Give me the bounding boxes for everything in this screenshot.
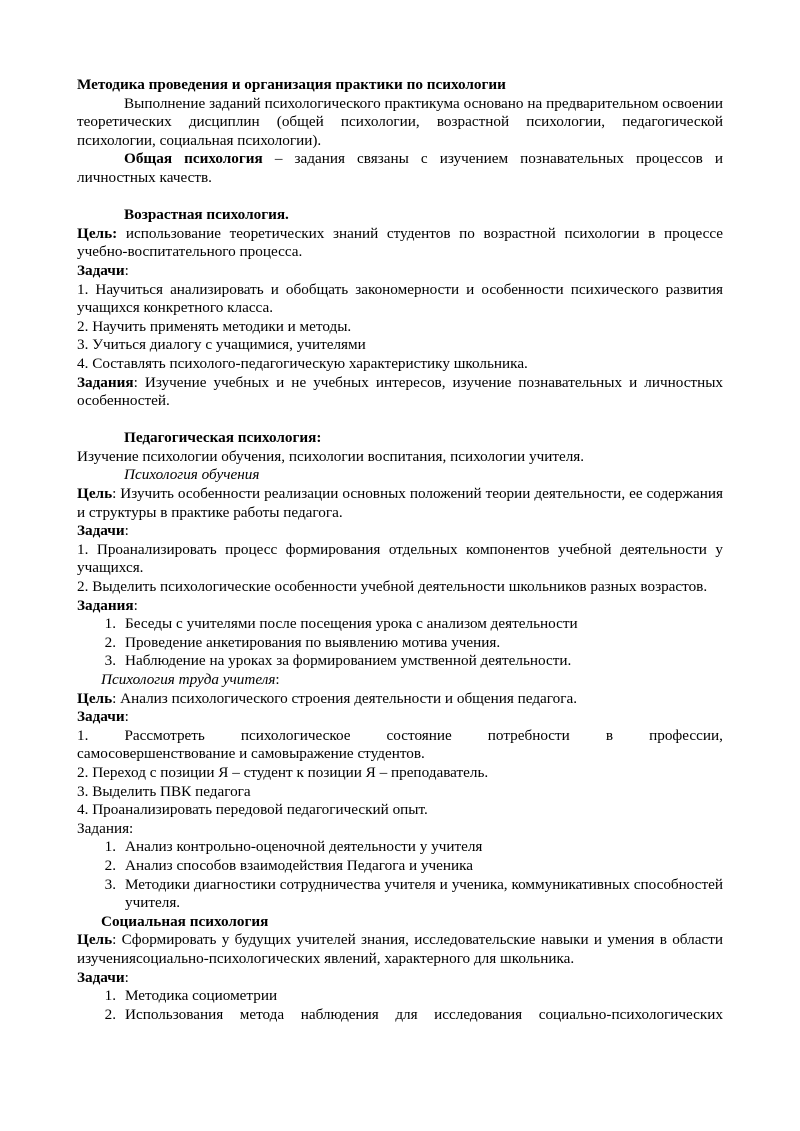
- goal-text: : Анализ психологического строения деятельности и общения педагога.: [112, 689, 577, 707]
- pedagogical-intro: Изучение психологии обучения, психологии воспитания, психологии учителя.: [77, 447, 585, 465]
- age-task: 2. Научить применять методики и методы.: [77, 317, 352, 335]
- list-item: 3. Методики диагностики сотрудничества учителя и ученика, коммуникативных способностей учителя.: [104, 875, 723, 912]
- list-item: 2. Проведение анкетирования по выявлению мотива учения.: [104, 633, 501, 651]
- goal-label: Цель: [77, 485, 113, 503]
- social-psychology-heading: Социальная психология: [101, 912, 269, 930]
- labor-task-1: 1. Рассмотреть психологическое состояние потребности в профессии,: [77, 726, 723, 744]
- goal-label: Цель:: [77, 224, 118, 242]
- list-item: 3. Наблюдение на уроках за формированием умственной деятельности.: [104, 652, 572, 670]
- age-task: 1. Научиться анализировать и обобщать закономерности и особенности психического развития учащихся конкретного класса.: [77, 280, 723, 317]
- learning-goal: [77, 485, 723, 522]
- labor-task: 2. Переход с позиции Я – студент к позиции Я – преподаватель.: [77, 763, 489, 781]
- age-task: 4. Составлять психолого-педагогическую характеристику школьника.: [77, 354, 528, 372]
- goal-label: Цель: [77, 689, 113, 707]
- labor-assignments-label: Задания:: [77, 819, 134, 837]
- learning-assignments-label: Задания:: [77, 596, 138, 614]
- list-item: 1. Беседы с учителями после посещения урока с анализом деятельности: [104, 615, 578, 633]
- list-item: 2. Анализ способов взаимодействия Педагога и ученика: [104, 856, 474, 874]
- document-title: Методика проведения и организация практики по психологии: [77, 76, 506, 93]
- labor-task: 3. Выделить ПВК педагога: [77, 782, 251, 800]
- assignments-label: Задания: [77, 373, 134, 391]
- labor-task-1-cont: самосовершенствование и самовыражение студентов.: [77, 745, 425, 763]
- assignments-text: : Изучение учебных и не учебных интересов, изучение познавательных и личностных особенностей.: [77, 373, 723, 410]
- general-psychology-heading: Общая психология: [124, 150, 263, 168]
- labor-psychology-subheading: Психология труда учителя:: [101, 671, 280, 688]
- list-item: 1. Методика социометрии: [104, 987, 278, 1005]
- social-goal: [77, 931, 723, 968]
- goal-text: : Изучить особенности реализации основных положений теории деятельности, ее содержания и структуры в практике работы педагога.: [77, 485, 723, 521]
- age-tasks-label: Задачи:: [77, 261, 129, 279]
- learning-tasks-label: Задачи:: [77, 522, 129, 540]
- pedagogical-psychology-heading: Педагогическая психология:: [124, 429, 322, 447]
- goal-text: : Сформировать у будущих учителей знания, исследовательские навыки и умения в области изучениясоциально-психологических явлений, характерного для школьника.: [77, 931, 723, 967]
- labor-task: 4. Проанализировать передовой педагогический опыт.: [77, 801, 428, 819]
- goal-text: использование теоретических знаний студентов по возрастной психологии в процессе учебно-воспитательного процесса.: [77, 224, 723, 261]
- labor-tasks-label: Задачи:: [77, 708, 129, 726]
- age-goal: [77, 225, 723, 262]
- age-assignments: [77, 374, 723, 411]
- goal-label: Цель: [77, 931, 113, 949]
- learning-task: 2. Выделить психологические особенности учебной деятельности школьников разных возрастов.: [77, 578, 708, 596]
- intro-paragraph: Выполнение заданий психологического практикума основано на предварительном освоении теоретических дисциплин (общей психологии, возрастной психологии, педагогической психологии, социальная психологии).: [77, 94, 723, 149]
- list-item: 2. Использования метода наблюдения для исследования социально-психологических: [104, 1005, 723, 1023]
- social-tasks-label: Задачи:: [77, 968, 129, 986]
- age-task: 3. Учиться диалогу с учащимися, учителями: [77, 336, 366, 354]
- learning-psychology-subheading: Психология обучения: [124, 466, 260, 484]
- list-item: 1. Анализ контрольно-оценочной деятельности у учителя: [104, 838, 483, 856]
- age-psychology-heading: Возрастная психология.: [124, 206, 289, 224]
- learning-task: 1. Проанализировать процесс формирования отдельных компонентов учебной деятельности у учащихся.: [77, 540, 723, 577]
- general-psychology-paragraph: [77, 150, 723, 187]
- general-psychology-text: – задания связаны с изучением познавательных процессов и личностных качеств.: [77, 150, 723, 186]
- labor-goal: [77, 690, 723, 709]
